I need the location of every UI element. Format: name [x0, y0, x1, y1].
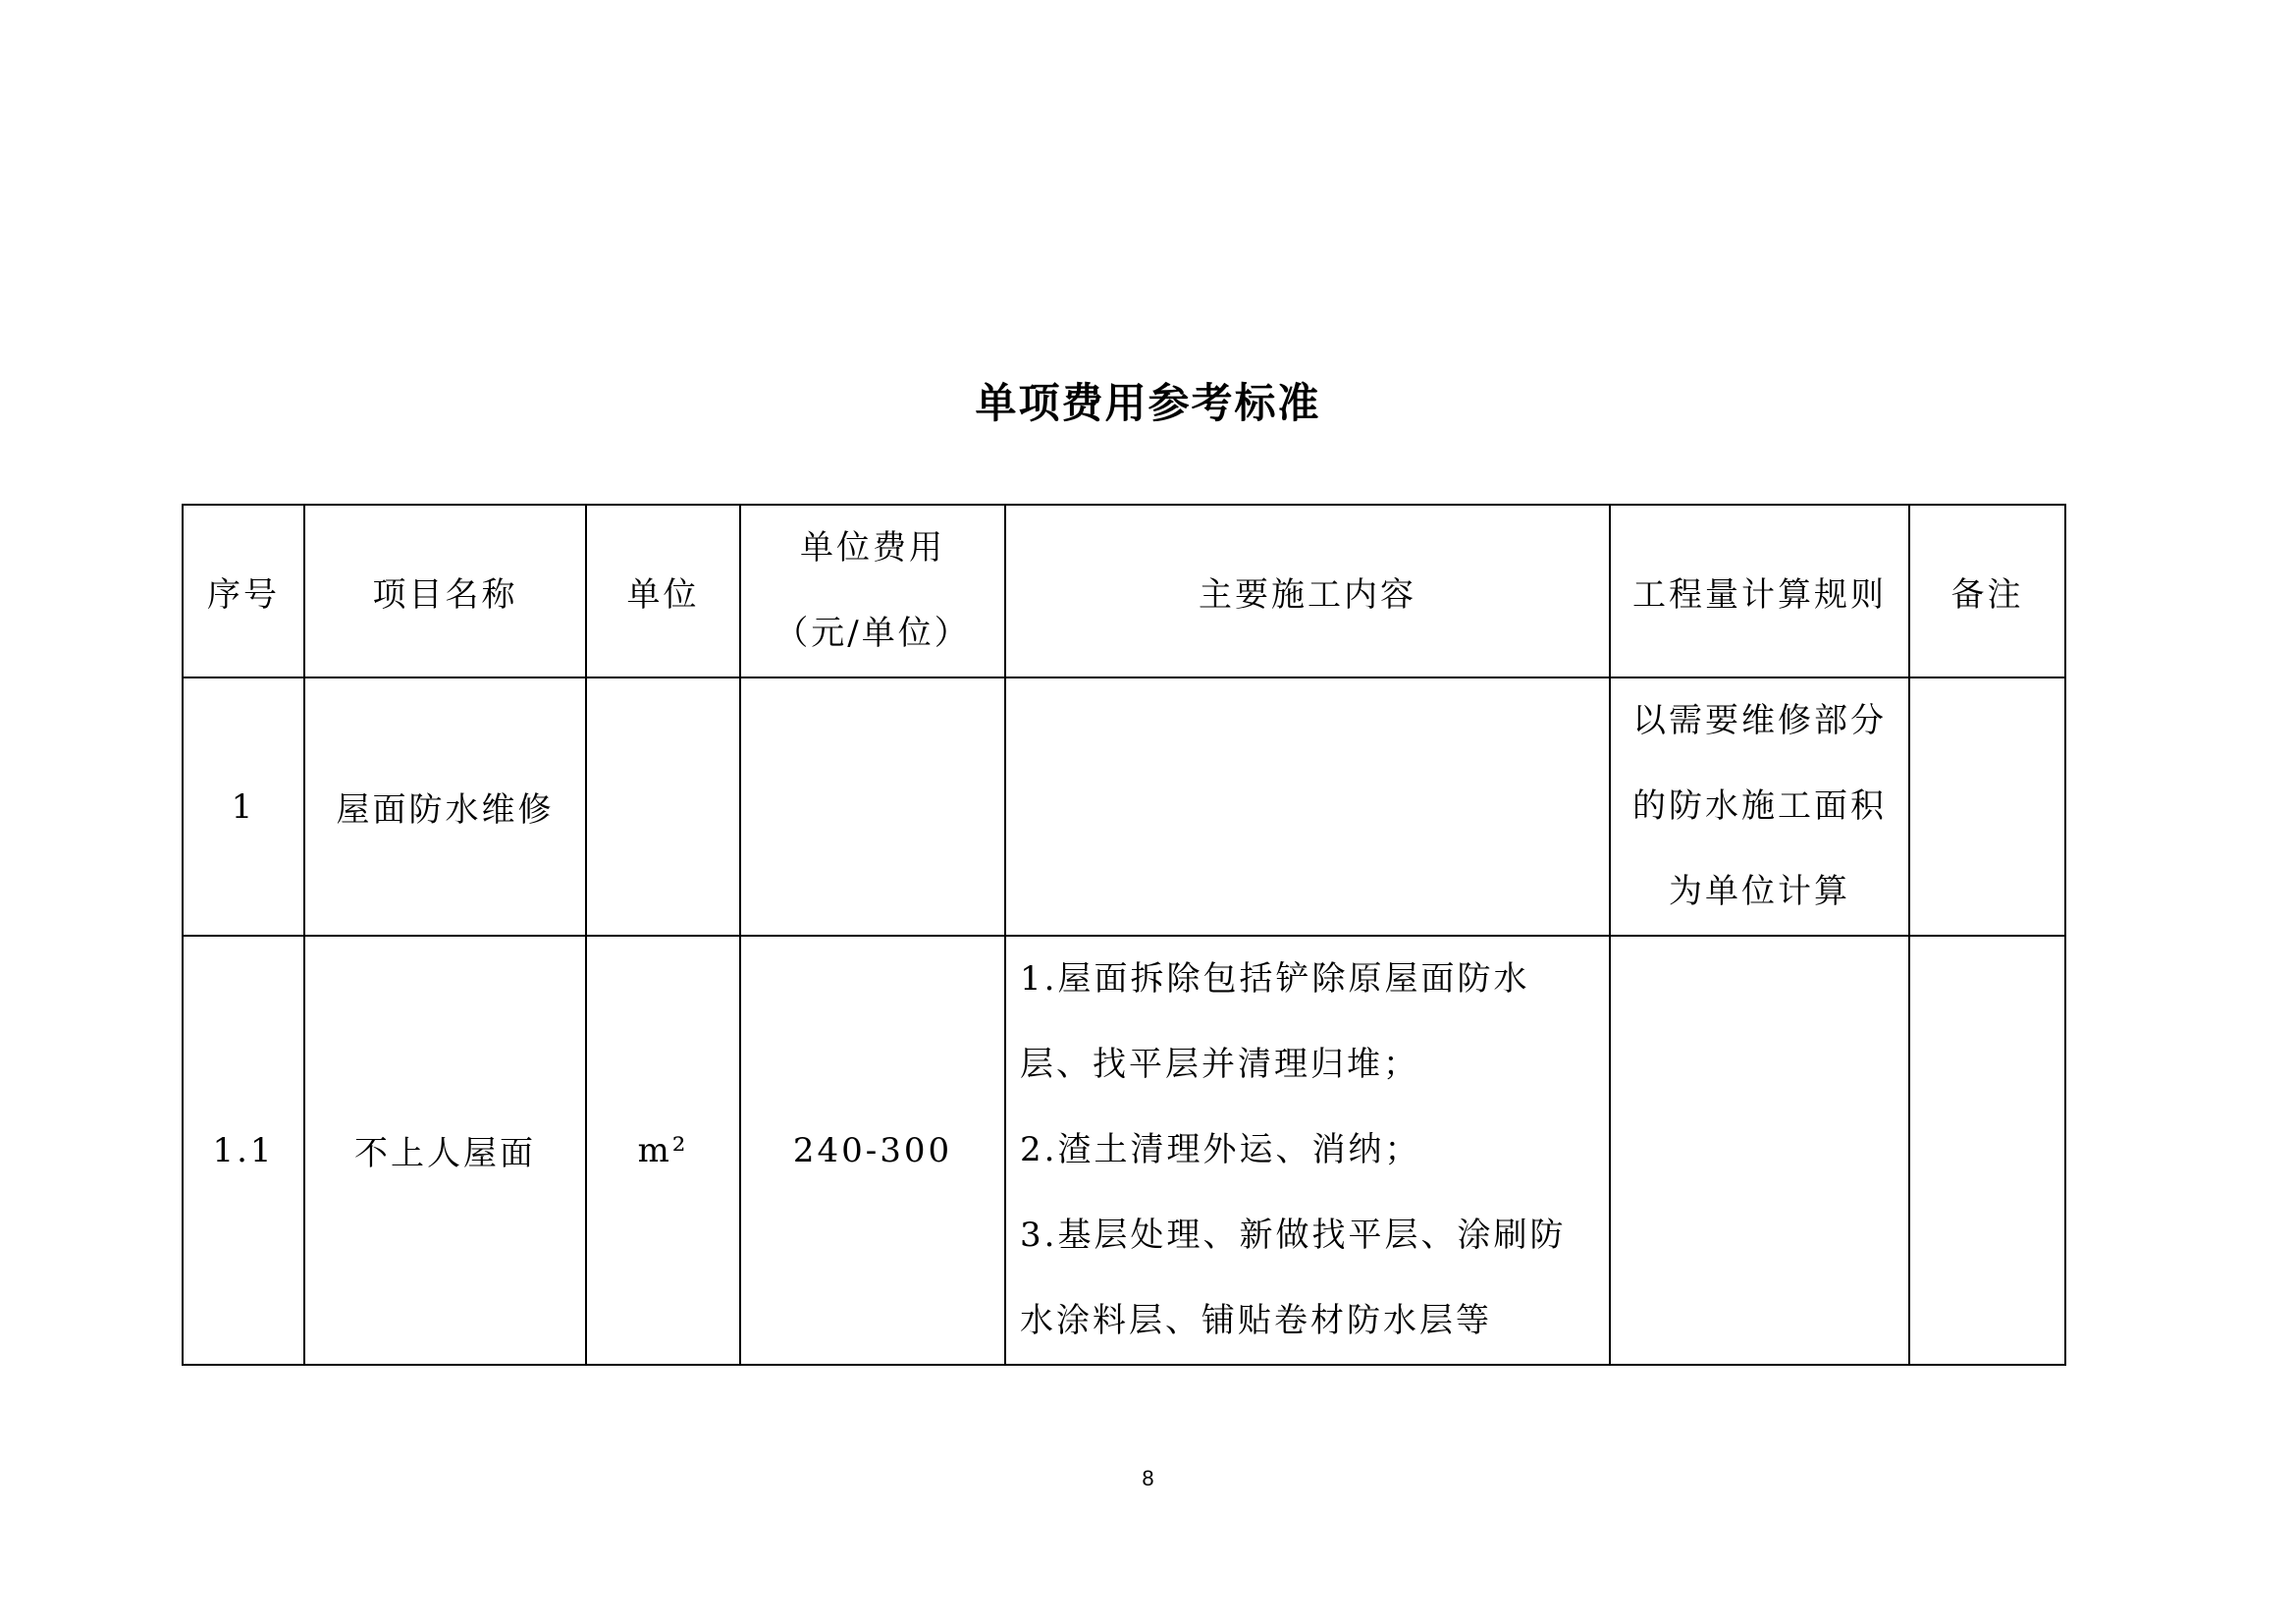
header-remark: 备注 — [1909, 505, 2065, 677]
cell-rule — [1610, 677, 1909, 936]
content-line: 1.屋面拆除包括铲除原屋面防水 — [1020, 959, 1530, 999]
cell-remark — [1909, 936, 2065, 1365]
rule-line: 为单位计算 — [1669, 872, 1850, 911]
header-seq: 序号 — [183, 505, 304, 677]
page-number: 8 — [1142, 1466, 1154, 1490]
table-header-row — [183, 505, 2065, 677]
header-cost-line: 单位费用 — [800, 528, 945, 568]
header-content: 主要施工内容 — [1005, 505, 1610, 677]
cell-cost: 240-300 — [740, 936, 1005, 1365]
table-row — [183, 936, 2065, 1365]
header-cost — [740, 505, 1005, 677]
content-line: 2.渣土清理外运、消纳； — [1020, 1130, 1421, 1169]
cell-name: 屋面防水维修 — [304, 677, 586, 936]
cell-cost — [740, 677, 1005, 936]
header-rule: 工程量计算规则 — [1610, 505, 1909, 677]
header-unit: 单位 — [586, 505, 740, 677]
header-name: 项目名称 — [304, 505, 586, 677]
cell-seq: 1.1 — [183, 936, 304, 1365]
cell-content — [1005, 677, 1610, 936]
cell-remark — [1909, 677, 2065, 936]
rule-line: 的防水施工面积 — [1632, 786, 1887, 826]
table-row — [183, 677, 2065, 936]
cell-content — [1005, 936, 1610, 1365]
cell-rule — [1610, 936, 1909, 1365]
cell-name: 不上人屋面 — [304, 936, 586, 1365]
content-line: 水涂料层、铺贴卷材防水层等 — [1020, 1301, 1492, 1340]
fee-standard-table — [182, 504, 2066, 1366]
page-title: 单项费用参考标准 — [975, 379, 1321, 427]
content-line: 层、找平层并清理归堆； — [1020, 1045, 1419, 1084]
content-line: 3.基层处理、新做找平层、涂刷防 — [1020, 1216, 1567, 1255]
cell-seq: 1 — [183, 677, 304, 936]
header-cost-unit-line: （元/单位） — [774, 614, 971, 653]
cell-unit: m² — [586, 936, 740, 1365]
cell-unit — [586, 677, 740, 936]
rule-line: 以需要维修部分 — [1632, 701, 1887, 740]
